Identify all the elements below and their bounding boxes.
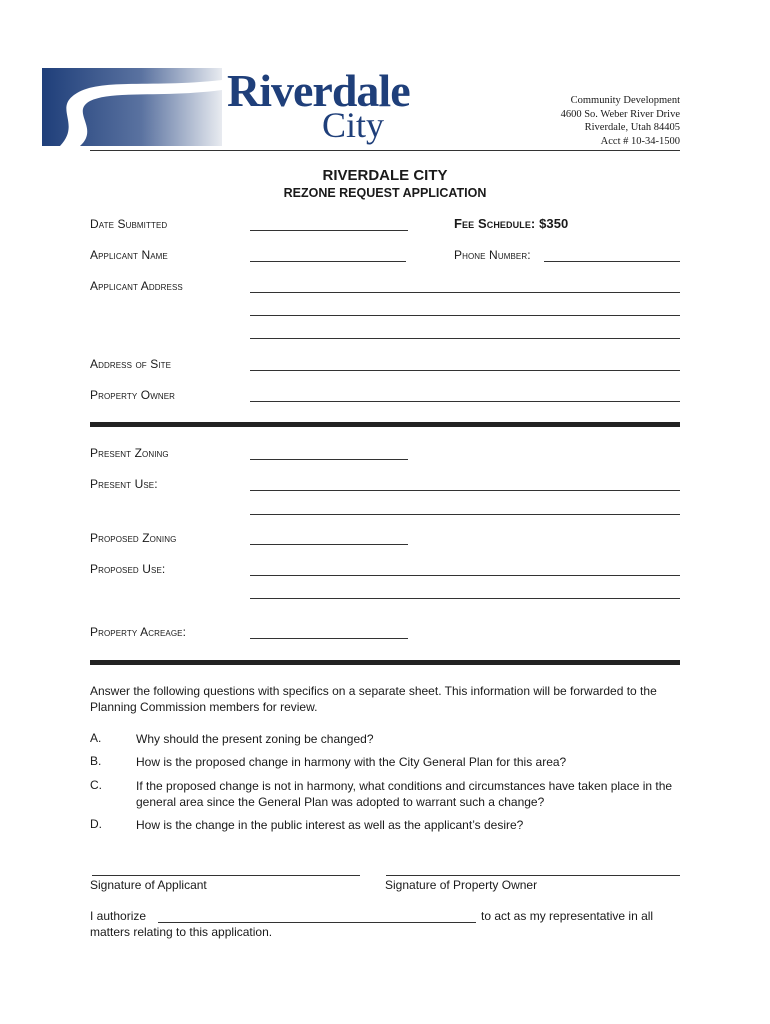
proposed-use-label: Proposed Use: <box>90 562 166 576</box>
header-divider <box>90 150 680 151</box>
date-submitted-field[interactable] <box>250 230 408 231</box>
owner-signature-label: Signature of Property Owner <box>385 878 538 892</box>
instructions-text: Answer the following questions with specifics on a separate sheet. This information will be forwarded to the Planning Commission members for review. <box>90 684 657 714</box>
applicant-signature-field[interactable] <box>92 875 360 876</box>
present-use-field-1[interactable] <box>250 490 680 491</box>
property-owner-field[interactable] <box>250 401 680 402</box>
logo <box>42 65 432 150</box>
applicant-address-label: Applicant Address <box>90 279 183 293</box>
proposed-zoning-field[interactable] <box>250 544 408 545</box>
applicant-name-field[interactable] <box>250 261 406 262</box>
page-subtitle: REZONE REQUEST APPLICATION <box>283 186 487 200</box>
address-line-2: 4600 So. Weber River Drive <box>560 108 680 120</box>
question-a-text: Why should the present zoning be changed? <box>136 732 374 746</box>
address-of-site-field[interactable] <box>250 370 680 371</box>
river-logo-icon <box>42 68 222 148</box>
present-use-field-2[interactable] <box>250 514 680 515</box>
question-d-text: How is the change in the public interest as well as the applicant’s desire? <box>136 818 524 832</box>
authorize-representative-field[interactable] <box>158 922 476 923</box>
proposed-use-field-1[interactable] <box>250 575 680 576</box>
section-divider-1 <box>90 422 680 427</box>
question-c-text: If the proposed change is not in harmony, what conditions and circumstances have taken place in the general area since the General Plan was adopted to warrant such a change? <box>136 779 673 809</box>
applicant-address-field-1[interactable] <box>250 292 680 293</box>
applicant-address-field-2[interactable] <box>250 315 680 316</box>
applicant-signature-label: Signature of Applicant <box>90 878 207 892</box>
question-d-letter: D. <box>90 817 102 831</box>
fee-schedule-label: Fee Schedule: $350 <box>454 216 569 231</box>
section-divider-2 <box>90 660 680 665</box>
page-title: RIVERDALE CITY <box>322 167 448 184</box>
property-acreage-label: Property Acreage: <box>90 625 187 639</box>
proposed-zoning-label: Proposed Zoning <box>90 531 177 545</box>
logo-word-riverdale: Riverdale <box>227 65 410 116</box>
question-b-letter: B. <box>90 754 102 768</box>
present-zoning-field[interactable] <box>250 459 408 460</box>
owner-signature-field[interactable] <box>386 875 680 876</box>
question-c-letter: C. <box>90 778 102 792</box>
address-line-1: Community Development <box>570 95 680 106</box>
question-b-text: How is the proposed change in harmony with the City General Plan for this area? <box>136 755 567 769</box>
authorize-line-2: matters relating to this application. <box>90 925 273 939</box>
address-block <box>561 94 680 148</box>
authorize-prefix: I authorize <box>90 909 147 923</box>
address-line-3: Riverdale, Utah 84405 <box>584 122 680 133</box>
phone-number-field[interactable] <box>544 261 680 262</box>
present-zoning-label: Present Zoning <box>90 446 169 460</box>
logo-word-city: City <box>322 105 385 145</box>
property-owner-label: Property Owner <box>90 388 176 402</box>
applicant-name-label: Applicant Name <box>90 248 168 262</box>
applicant-address-field-3[interactable] <box>250 338 680 339</box>
proposed-use-field-2[interactable] <box>250 598 680 599</box>
address-line-4: Acct # 10-34-1500 <box>600 135 680 147</box>
question-a-letter: A. <box>90 731 102 745</box>
property-acreage-field[interactable] <box>250 638 408 639</box>
present-use-label: Present Use: <box>90 477 158 491</box>
authorize-suffix: to act as my representative in all <box>481 909 654 923</box>
phone-number-label: Phone Number: <box>454 248 531 262</box>
address-of-site-label: Address of Site <box>90 357 172 371</box>
date-submitted-label: Date Submitted <box>90 217 168 231</box>
